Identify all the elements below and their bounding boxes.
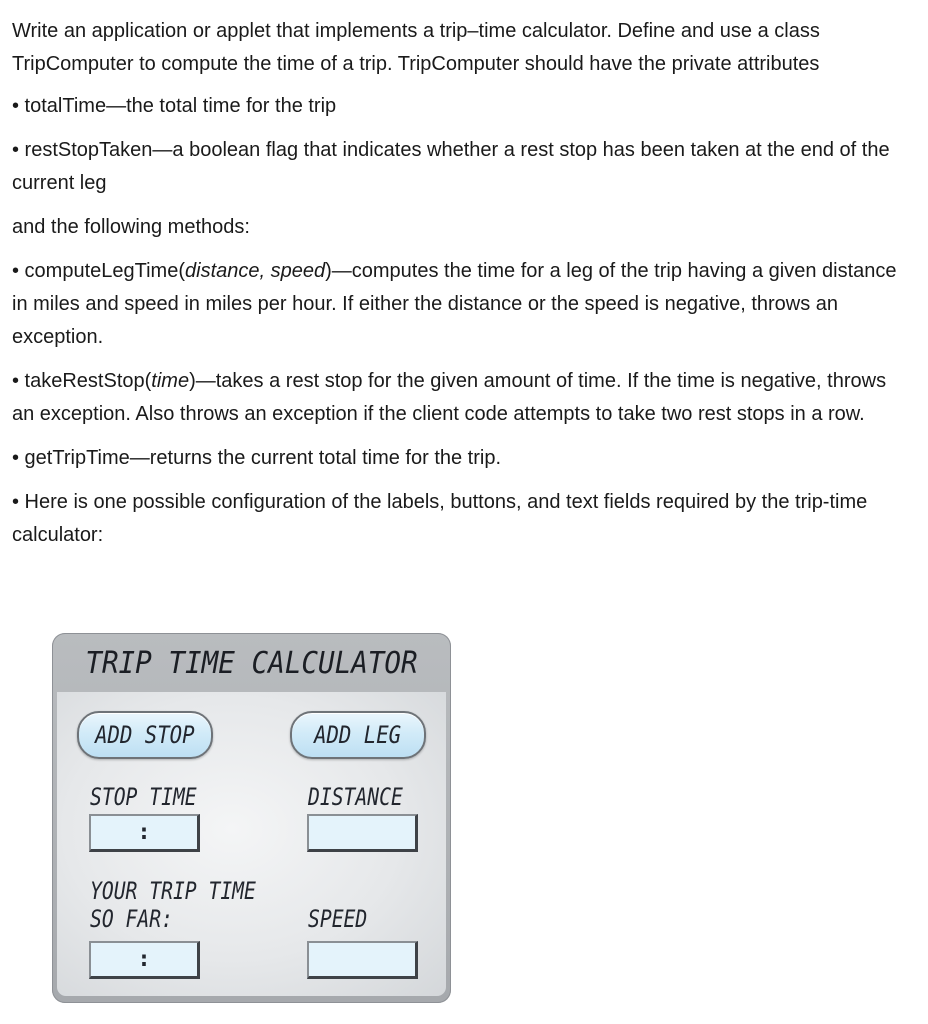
method-args: distance, speed bbox=[185, 260, 326, 282]
problem-text bbox=[12, 15, 912, 563]
attribute-total-time: • totalTime—the total time for the trip bbox=[12, 95, 337, 117]
trip-time-calculator bbox=[52, 633, 451, 1003]
method-name: • computeLegTime( bbox=[12, 260, 185, 282]
distance-label: DISTANCE bbox=[308, 783, 403, 811]
calculator-title: TRIP TIME CALCULATOR bbox=[85, 646, 418, 681]
attribute-rest-stop-taken: • restStopTaken—a boolean flag that indicates whether a rest stop has been taken at the end of the current leg bbox=[12, 139, 890, 194]
method-take-rest-stop bbox=[12, 365, 912, 431]
intro-paragraph: Write an application or applet that implements a trip–time calculator. Define and use a class TripComputer to compute the time of a trip. TripComputer should have the private attributes bbox=[12, 20, 820, 75]
configuration-note: • Here is one possible configuration of the labels, buttons, and text fields required by the trip-time calculator: bbox=[12, 491, 868, 546]
stop-time-label: STOP TIME bbox=[90, 783, 197, 811]
speed-label: SPEED bbox=[308, 905, 368, 933]
method-args: time bbox=[151, 370, 190, 392]
trip-time-label: YOUR TRIP TIME bbox=[90, 877, 256, 905]
method-name: • takeRestStop( bbox=[12, 370, 152, 392]
method-get-trip-time: • getTripTime—returns the current total time for the trip. bbox=[12, 447, 502, 469]
method-description: )—takes a rest stop for the given amount of time. If the time is negative, throws an exception. Also throws an exception if the client code attempts to take two rest stops in a row. bbox=[12, 370, 887, 425]
trip-time-field: : bbox=[89, 941, 200, 979]
stop-time-field[interactable]: : bbox=[89, 814, 200, 852]
method-compute-leg-time bbox=[12, 255, 912, 354]
add-stop-button[interactable]: ADD STOP bbox=[77, 711, 213, 759]
method-description: )—computes the time for a leg of the trip having a given distance in miles and speed in miles per hour. If either the distance or the speed is negative, throws an exception. bbox=[12, 260, 897, 348]
methods-intro: and the following methods: bbox=[12, 216, 250, 238]
speed-field[interactable] bbox=[307, 941, 418, 979]
add-leg-button[interactable]: ADD LEG bbox=[290, 711, 426, 759]
distance-field[interactable] bbox=[307, 814, 418, 852]
trip-time-label-line-2: SO FAR: bbox=[90, 905, 173, 933]
